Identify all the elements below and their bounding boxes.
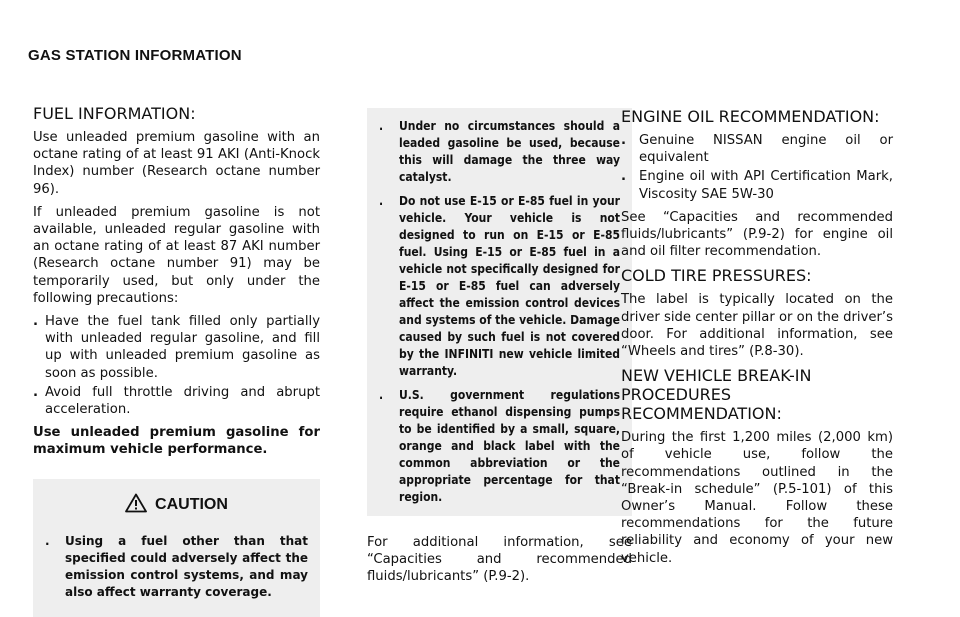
breakin-heading: NEW VEHICLE BREAK-IN PROCEDURES RECOMMENDATION: (621, 366, 812, 424)
additional-info-paragraph: For additional information, see “Capacities and recommended fluids/lubricants” (P.9-2). (367, 535, 632, 585)
tire-heading: COLD TIRE PRESSURES: (621, 266, 812, 286)
list-item: . Genuine NISSAN engine oil or equivalent (621, 133, 893, 166)
tire-paragraph: The label is typically located on the driver side center pillar or on the driver’s door. For additional information, see “Wheels and tires” (P.8-30). (621, 292, 893, 360)
list-item: . U.S. government regulations require ethanol dispensing pumps to be identified by a small, square, orange and black label with the common abbreviation or the appropriate percentage for that region. (379, 388, 620, 504)
breakin-paragraph: During the first 1,200 miles (2,000 km) of vehicle use, follow the recommendations outlined in the “Break-in schedule” (P.5-101) of this Owner’s Manual. Follow these recommendations for the future reliability and economy of your new vehicle. (621, 430, 893, 566)
right-column (621, 107, 893, 573)
fuel-information-section (33, 104, 320, 617)
tire-pressure-section (621, 266, 893, 360)
bullet: . (33, 384, 39, 400)
caution-header (45, 493, 308, 517)
warning-triangle-icon (125, 493, 147, 517)
list-item: . Have the fuel tank filled only partially with unleaded regular gasoline, and fill up with unleaded premium gasoline as soon as possible. (33, 314, 320, 381)
fuel-paragraph-2: If unleaded premium gasoline is not available, unleaded regular gasoline with an octane rating of at least 87 AKI number (Research octane number 91) may be temporarily used, but only under the following precautions: (33, 204, 320, 306)
break-in-section (621, 366, 893, 567)
fuel-precautions-list (33, 313, 320, 418)
bullet: . (621, 133, 627, 148)
caution-list-part-2 (379, 118, 620, 506)
list-item: . Under no circumstances should a leaded gasoline be used, because this will damage the three way catalyst. (379, 119, 620, 184)
caution-box (33, 479, 320, 617)
bullet: . (379, 388, 384, 402)
bullet: . (621, 169, 627, 185)
bullet: . (33, 314, 39, 330)
oil-list (621, 132, 893, 203)
fuel-heading: FUEL INFORMATION: (33, 104, 196, 123)
oil-paragraph: See “Capacities and recommended fluids/lubricants” (P.9-2) for engine oil and oil filter recommendation. (621, 209, 893, 260)
list-item: . Do not use E-15 or E-85 fuel in your vehicle. Your vehicle is not designed to run on E-15 or E-85 fuel. Using E-15 or E-85 fuel in a vehicle not specifically designed for E-15 or E-85 fuel can adversely affect the emission control devices and systems of the vehicle. Damage caused by such fuel is not covered by the INFINITI new vehicle limited warranty. (379, 194, 620, 378)
engine-oil-section (621, 107, 893, 260)
caution-list-part-1 (45, 533, 308, 601)
fuel-bold-note: Use unleaded premium gasoline for maximum vehicle performance. (33, 425, 320, 458)
list-item: . Avoid full throttle driving and abrupt acceleration. (33, 384, 320, 418)
page-title: GAS STATION INFORMATION (28, 47, 242, 64)
bullet: . (379, 194, 384, 208)
caution-continued-section (367, 108, 632, 592)
list-item: . Using a fuel other than that specified could adversely affect the emission control systems, and may also affect warranty coverage. (45, 533, 308, 599)
oil-heading: ENGINE OIL RECOMMENDATION: (621, 107, 880, 126)
fuel-paragraph-1: Use unleaded premium gasoline with an octane rating of at least 91 AKI (Anti-Knock Index) number (Research octane number 96). (33, 130, 320, 197)
caution-title: CAUTION (155, 496, 228, 514)
caution-continued-box (367, 108, 632, 516)
bullet: . (379, 119, 384, 133)
bullet: . (45, 533, 50, 548)
list-item: . Engine oil with API Certification Mark, Viscosity SAE 5W-30 (621, 169, 893, 202)
